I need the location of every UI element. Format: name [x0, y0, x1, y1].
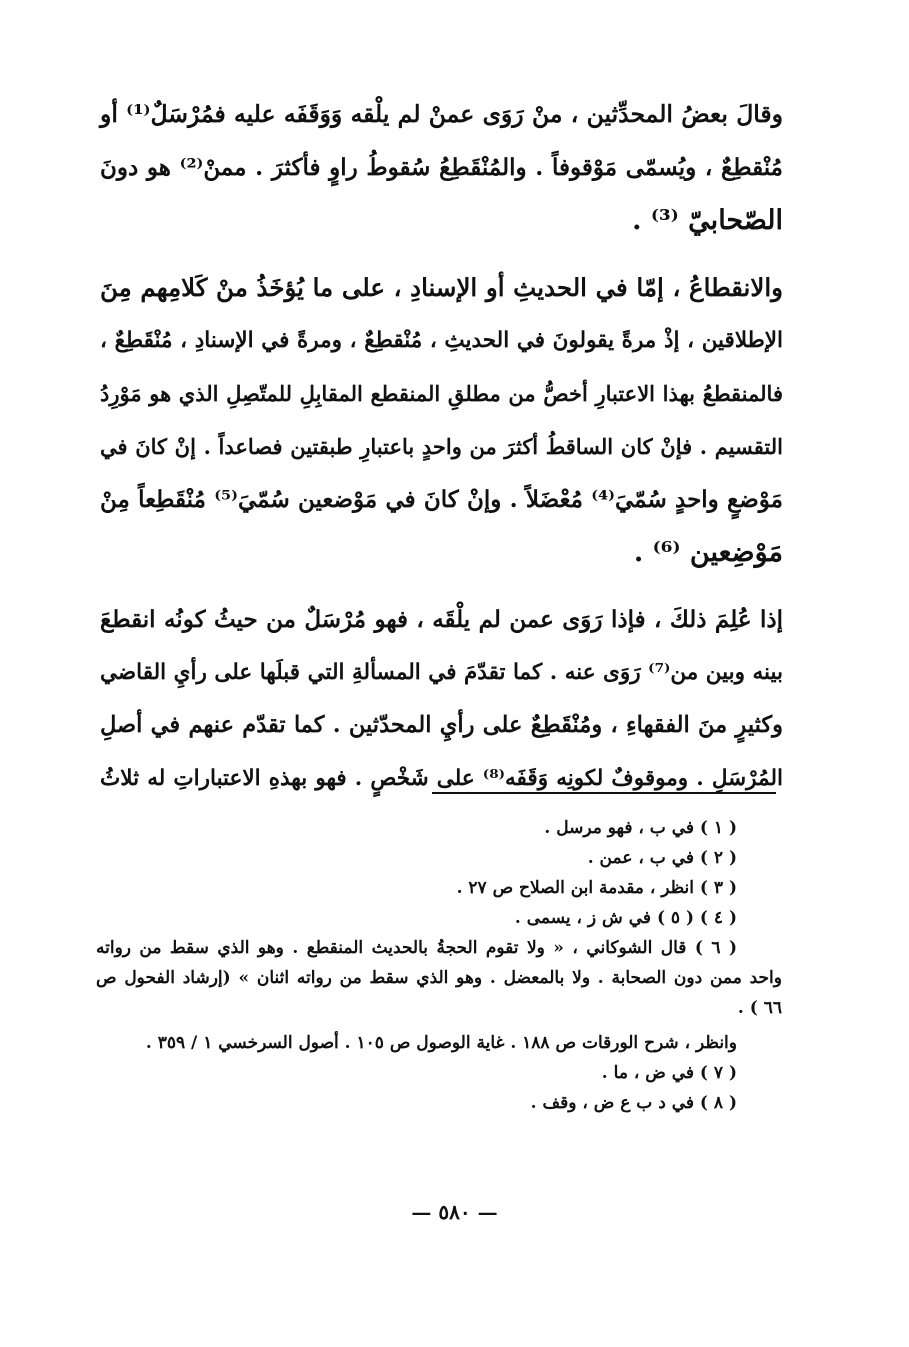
text-line: فالمنقطعُ بهذا الاعتبارِ أخصُّ من مطلقِ المنقطع المقابِلِ للمتّصِلِ الذي هو مَوْرِدُ	[100, 381, 783, 406]
paragraph-3	[100, 593, 783, 805]
footnote-continuation: واحد ممن دون الصحابة . ولا بالمعضل . وهو الذي سقط من رواته اثنان » (إرشاد الفحول ص	[96, 968, 782, 988]
footnote: ( ١ ) في ب ، فهو مرسل .	[544, 818, 737, 838]
main-text	[100, 88, 783, 805]
footnote: ( ٧ ) في ض ، ما .	[601, 1063, 737, 1083]
text-line: وقالَ بعضُ المحدِّثين ، منْ رَوَى عمنْ لم يلْقه وَوَقَفَه عليه فمُرْسَلٌ⁽¹⁾ أو	[100, 100, 784, 128]
footnote: ( ٣ ) انظر ، مقدمة ابن الصلاح ص ٢٧ .	[456, 878, 737, 898]
paragraph-1	[100, 88, 783, 247]
text-line: والانقطاعُ ، إمّا في الحديثِ أو الإسنادِ ، على ما يُؤخَذُ منْ كَلامِهم مِنَ	[100, 273, 783, 302]
text-line: التقسيم . فإنْ كان الساقطُ أكثرَ من واحدٍ باعتبارِ طبقتين فصاعداً . إنْ كانَ في	[100, 434, 783, 459]
footnote: ( ٦ ) قال الشوكاني ، « ولا تقوم الحجةُ بالحديث المنقطع . وهو الذي سقط من رواته	[96, 938, 737, 958]
text-line: بينه وبين من⁽⁷⁾ رَوَى عنه . كما تقدّمَ في المسألةِ التي قبلَها على رأيِ القاضي	[100, 660, 784, 685]
text-line: المُرْسَلِ . وموقوفٌ لكونِه وَقَفَه⁽⁸⁾ على شَخْصٍ . فهو بهذهِ الاعتباراتِ له ثلاثُ	[100, 766, 783, 791]
paragraph-2	[100, 261, 783, 579]
text-line: مُنْقطِعٌ ، ويُسمّى مَوْقوفاً . والمُنْقَطِعُ سُقوطُ راوٍ فأكثرَ . ممنْ⁽²⁾ هو دونَ	[100, 154, 783, 181]
footnote-continuation: ٦٦ ) .	[737, 998, 782, 1018]
text-line: مَوْضِعين ⁽⁶⁾ .	[633, 537, 783, 568]
text-line: مَوْضعٍ واحدٍ سُمّيَ⁽⁴⁾ مُعْضَلاً . وإنْ كانَ في مَوْضعين سُمّيَ⁽⁵⁾ مُنْقَطِعاً مِنْ	[100, 486, 784, 513]
text-line: إذا عُلِمَ ذلكَ ، فإذا رَوَى عمن لم يلْقَه ، فهو مُرْسَلٌ من حيثُ كونُه انقطعَ	[100, 606, 783, 633]
page-number: — ٥٨٠ —	[411, 1200, 498, 1224]
footnote: ( ٢ ) في ب ، عمن .	[587, 848, 737, 868]
footnote: ( ٤ ) ( ٥ ) في ش ز ، يسمى .	[514, 908, 737, 928]
text-line: الصّحابيّ ⁽³⁾ .	[632, 205, 783, 236]
text-line: الإطلاقين ، إذْ مرةً يقولونَ في الحديثِ ، مُنْقطِعٌ ، ومرةً في الإسنادِ ، مُنْقَطِعٌ ،	[100, 328, 783, 353]
footnote: وانظر ، شرح الورقات ص ١٨٨ . غاية الوصول ص ١٠٥ . أصول السرخسي ١ / ٣٥٩ .	[145, 1033, 737, 1053]
footnote-divider	[432, 792, 776, 794]
text-line: وكثيرٍ منَ الفقهاءِ ، ومُنْقَطِعٌ على رأيِ المحدّثين . كما تقدّم عنهم في أصلِ	[100, 712, 783, 738]
footnote: ( ٨ ) في د ب ع ض ، وقف .	[530, 1093, 737, 1113]
footnotes	[96, 813, 782, 1118]
